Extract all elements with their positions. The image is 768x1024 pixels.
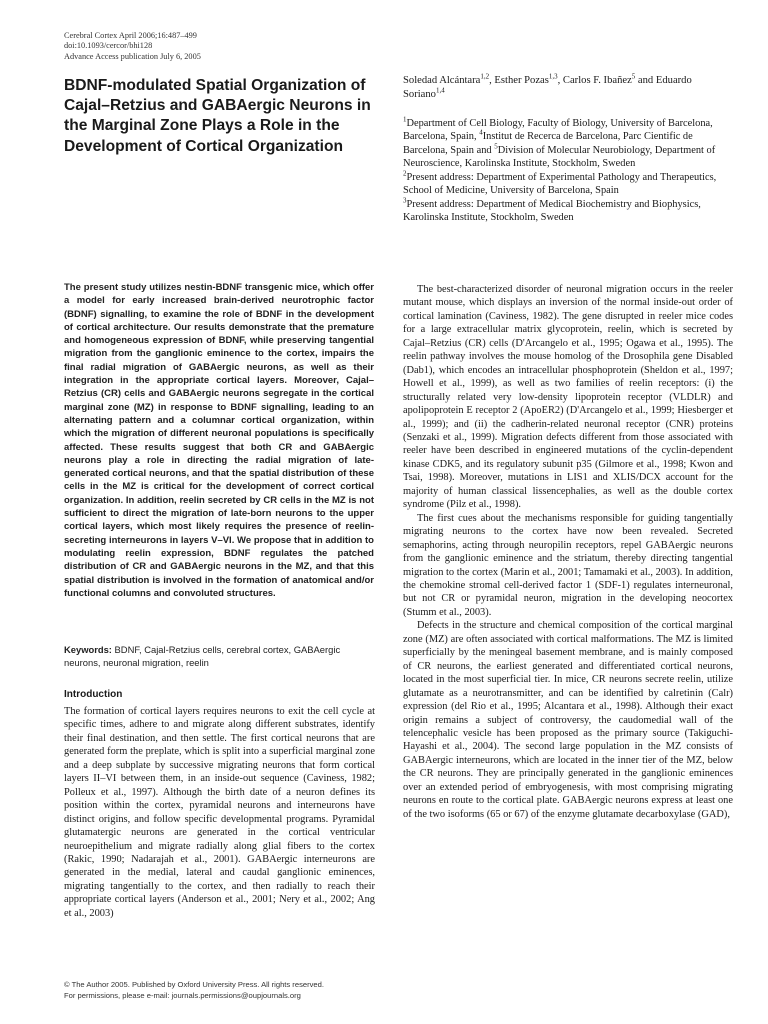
journal-info	[64, 31, 364, 62]
right-column-text	[403, 283, 733, 821]
journal-citation: Cerebral Cortex April 2006;16:487–499	[64, 31, 197, 40]
affiliation-number: 4	[479, 128, 483, 137]
author-affiliation-marker: 1,2	[480, 72, 490, 81]
copyright-footer	[64, 979, 464, 1001]
affiliation-number: 3	[403, 196, 407, 205]
copyright-line: © The Author 2005. Published by Oxford University Press. All rights reserved.	[64, 980, 324, 989]
journal-publication-date: Advance Access publication July 6, 2005	[64, 51, 201, 61]
section-heading-introduction: Introduction	[64, 689, 123, 700]
author-affiliation-marker: 5	[631, 72, 636, 81]
author-list	[403, 74, 733, 103]
keywords	[64, 643, 374, 670]
author-name: Eduardo Soriano	[403, 75, 692, 101]
keywords-list: BDNF, Cajal-Retzius cells, cerebral cortex, GABAergic neurons, neuronal migration, reelin	[64, 644, 341, 669]
affiliation-number: 1	[403, 115, 407, 124]
keywords-label: Keywords:	[64, 644, 112, 655]
author-separator: and	[635, 75, 656, 86]
affiliation-text: Division of Molecular Neurobiology, Department of Neuroscience, Karolinska Institute, Stockholm, Sweden	[403, 144, 716, 170]
author-name: Carlos F. Ibañez	[562, 75, 632, 86]
affiliation-text: Present address: Department of Experimental Pathology and Therapeutics, School of Medicine, University of Barcelona, Spain	[403, 171, 717, 197]
body-paragraph: The formation of cortical layers requires neurons to exit the cell cycle at specific times, adhere to and migrate along different substrates, identify their final destination, and then settle. The first cortical neurons that are generated form the preplate, which is split into a superficial marginal zone and a deep subplate by successive migrating neurons that form cortical layers II–VI between them, in an inside-out sequence (Caviness, 1982; Polleux et al., 1997). Although the birth date of a neuron defines its position within the cortex, pyramidal neurons and interneurons have distinct origins, and follow specific developmental programs. Pyramidal glutamatergic neurons are generated in the cortical ventricular neuroepithelium and migrate radially along glial fibers to the cortex (Rakic, 1990; Nadarajah et al., 2001). GABAergic interneurons are generated in the medial, lateral and caudal ganglionic eminences, migrating tangentially to the cortex, and then radially to reach their appropriate cortical layers (Anderson et al., 2001; Nery et al., 2002; Ang et al., 2003)	[64, 706, 375, 919]
affiliation-block	[403, 117, 733, 171]
left-column-text	[64, 705, 375, 920]
article-title: BDNF-modulated Spatial Organization of Cajal–Retzius and GABAergic Neurons in the Marginal Zone Plays a Role in the Development of Cortical Organization	[64, 77, 371, 155]
affiliation-block	[403, 171, 733, 198]
author-affiliation-marker: 1,3	[548, 72, 558, 81]
affiliation-text: Department of Cell Biology, Faculty of Biology, University of Barcelona, Barcelona, Spain,	[403, 118, 713, 143]
permissions-line: For permissions, please e-mail: journals.permissions@oupjournals.org	[64, 991, 301, 1000]
affiliations	[403, 117, 733, 225]
body-paragraph: The first cues about the mechanisms responsible for guiding tangentially migrating neurons to the cortex have now been revealed. Secreted semaphorins, acting through neuropilin receptors, repel GABAergic neurons from the ganglionic eminence and the striatum, thereby directing tangential migration to the cortex (Marin et al., 2001; Tamamaki et al., 2003). In addition, the chemokine stromal cell-derived factor 1 (SDF-1) regulates interneuronal, but not CR or pyramidal neuron, migration in the developing neocortex (Stumm et al., 2003).	[403, 512, 733, 618]
author-affiliation-marker: 1,4	[435, 86, 445, 95]
author-name: Esther Pozas	[494, 75, 549, 86]
author-separator: ,	[489, 75, 495, 86]
affiliation-text: Institut de Recerca de Barcelona, Parc Cientific de Barcelona, Spain and	[403, 131, 693, 156]
affiliation-block	[403, 198, 733, 225]
affiliation-number: 5	[494, 142, 498, 151]
journal-doi: doi:10.1093/cercor/bhi128	[64, 41, 153, 51]
abstract: The present study utilizes nestin-BDNF transgenic mice, which offer a model for early increased brain-derived neurotrophic factor (BDNF) signalling, to examine the role of BDNF in the development of cortical architecture. Our results demonstrate that the premature and homogeneous expression of BDNF, while preserving tangential migration from the ganglionic eminence to the cortex, impairs the final radial migration of GABAergic neurons, as well as their integration in the appropriate cortical layers. Moreover, Cajal–Retzius (CR) cells and GABAergic neurons segregate in the cortical marginal zone (MZ) in response to BDNF signalling, leading to an alternating pattern and a columnar cortical organization, within which the migration of different neuronal populations is specifically affected. These results suggest that both CR and GABAergic neurons play a role in directing the radial migration of late-generated cortical neurons, and that the spatial distribution of these cells in the MZ is critical for the development of correct cortical organization. In addition, reelin secreted by CR cells in the MZ is not sufficient to direct the migration of late-born neurons to the upper cortical layers, which most likely requires the presence of reelin-secreting interneurons in layers V–VI. We propose that in addition to modulating reelin expression, BDNF regulates the patched distribution of CR and GABAergic neurons in the MZ, and that this spatial distribution is involved in the formation of anatomical and/or functional columns and convoluted structures.	[64, 282, 374, 599]
affiliation-text: Present address: Department of Medical Biochemistry and Biophysics, Karolinska Institute, Stockholm, Sweden	[403, 198, 701, 224]
affiliation-number: 2	[403, 169, 407, 178]
body-paragraph: The best-characterized disorder of neuronal migration occurs in the reeler mutant mouse, which displays an inversion of the normal inside-out order of cortical lamination (Caviness, 1982). The gene disrupted in reeler mice codes for a large extracellular matrix glycoprotein, reelin, which is secreted by Cajal–Retzius (CR) cells (D'Arcangelo et al., 1995; Ogawa et al., 1995). The reelin pathway involves the mouse homolog of the Drosophila gene Disabled (Dab1), which encodes an intracellular phosphoprotein (Sheldon et al., 1997; Howell et al., 1999), as well as two families of reelin receptors: (i) the structurally related very low-density lipoprotein receptor (VLDLR) and apolipoprotein E receptor 2 (ApoER2) (D'Arcangelo et al., 1999; Hiesberger et al., 1999); and (ii) the cadherin-related neuronal receptor (CNR) proteins (Senzaki et al., 1999). Migration defects different from those associated with reeler have been described in engineered mutations of the cyclin-dependent kinase CDK5, and its regulatory subunit p35 (Gilmore et al., 1998; Kwon and Tsai, 1998). Moreover, mutations in LIS1 and XLIS/DCX account for the majority of human classical lissencephalies, as well as the double cortex syndrome (Pilz et al., 1998).	[403, 284, 733, 511]
author-name: Soledad Alcántara	[403, 75, 481, 86]
author-separator: ,	[557, 75, 563, 86]
body-paragraph: Defects in the structure and chemical composition of the cortical marginal zone (MZ) are often associated with cortical malformations. The MZ is limited superficially by the meningeal basement membrane, and is mainly composed of CR neurons, the earliest generated and differentiated cortical neurons, located in the most superficial tier. In mice, CR neurons secrete reelin, utilize glutamate as a neurotransmitter, and can be identified by calretinin (Calr) expression (del Rio et al., 1995; Alcantara et al., 1998). Although their exact origin remains a subject of controversy, the caudomedial wall of the telencephalic vesicle has been proposed as the primary source (Takiguchi-Hayashi et al., 2004). The second large population in the MZ consists of GABAergic interneurons, which are located in the inner tier of the MZ, below the CR neurons. They are principally generated in the ganglionic eminences over an extended period of embryogenesis, with most comprising migrating neurons en route to the cortical plate. GABAergic neurons express at least one of the two isoforms (65 or 67) of the enzyme glutamate decarboxylase (GAD),	[403, 620, 733, 820]
